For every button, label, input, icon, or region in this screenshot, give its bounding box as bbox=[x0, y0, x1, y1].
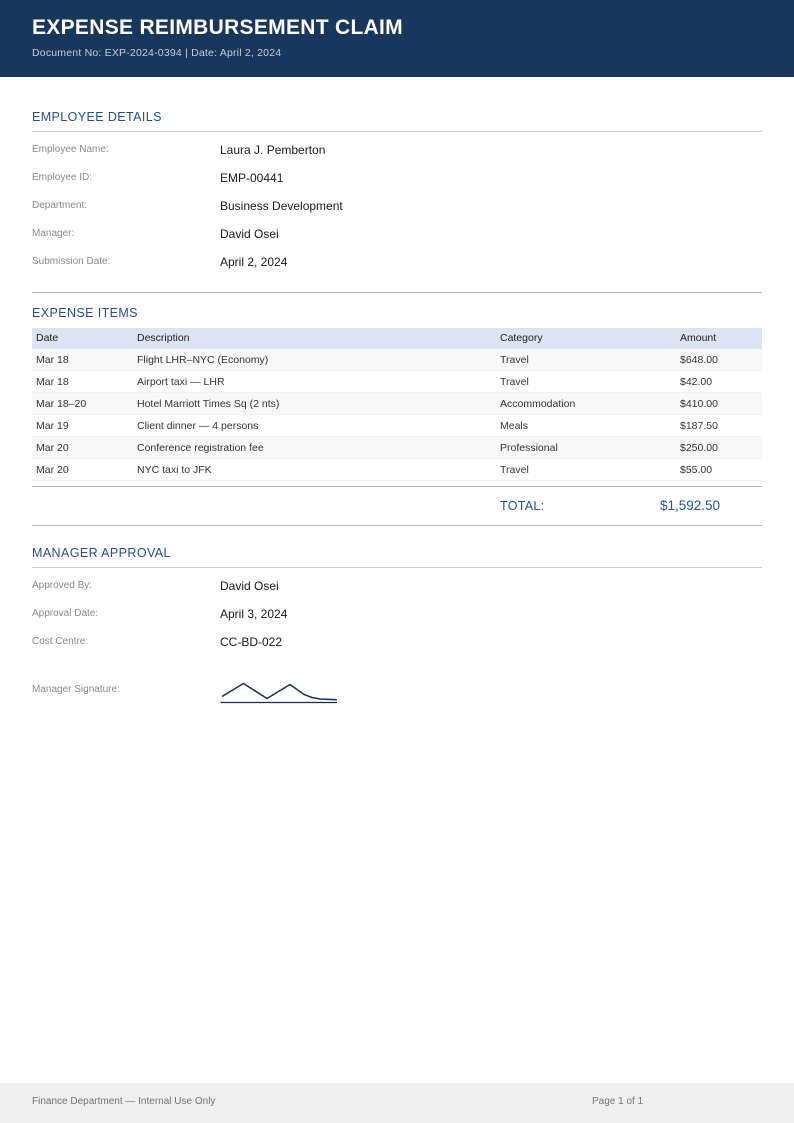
field-label: Approval Date: bbox=[32, 608, 99, 619]
column-header-amount: Amount bbox=[680, 332, 717, 344]
cell-category: Accommodation bbox=[500, 398, 576, 410]
cell-category: Meals bbox=[500, 420, 529, 432]
field-label: Cost Centre: bbox=[32, 636, 89, 647]
field-row bbox=[32, 628, 762, 656]
cell-amount: $648.00 bbox=[680, 354, 718, 366]
document-body bbox=[32, 77, 762, 705]
signature-scribble-icon bbox=[220, 680, 338, 705]
cell-date: Mar 19 bbox=[36, 420, 69, 432]
section-divider bbox=[32, 292, 762, 293]
page-footer bbox=[0, 1083, 794, 1123]
field-label: Manager: bbox=[32, 228, 75, 239]
field-row bbox=[32, 600, 762, 628]
footer-page-number: Page 1 of 1 bbox=[592, 1096, 644, 1107]
cell-description: Flight LHR–NYC (Economy) bbox=[137, 354, 269, 366]
field-row bbox=[32, 192, 762, 220]
header-banner bbox=[0, 0, 794, 77]
section-manager-approval bbox=[32, 546, 762, 705]
cell-date: Mar 20 bbox=[36, 442, 69, 454]
manager-signature bbox=[220, 680, 762, 705]
cell-description: Conference registration fee bbox=[137, 442, 264, 454]
cell-description: Airport taxi — LHR bbox=[137, 376, 225, 388]
total-row bbox=[32, 486, 762, 526]
total-amount: $1,592.50 bbox=[660, 498, 721, 513]
cell-category: Travel bbox=[500, 376, 529, 388]
cell-category: Professional bbox=[500, 442, 558, 454]
signature-row bbox=[32, 680, 762, 705]
field-row bbox=[32, 572, 762, 600]
document-meta: Document No: EXP-2024-0394 | Date: April 2, 2024 bbox=[32, 47, 282, 59]
field-row bbox=[32, 248, 762, 276]
field-row bbox=[32, 136, 762, 164]
approval-fields bbox=[32, 572, 762, 656]
field-value: Business Development bbox=[220, 199, 343, 213]
table-row bbox=[32, 349, 762, 371]
footer-left-text: Finance Department — Internal Use Only bbox=[32, 1096, 216, 1107]
cell-description: NYC taxi to JFK bbox=[137, 464, 212, 476]
field-value: David Osei bbox=[220, 579, 279, 593]
section-employee-details bbox=[32, 77, 762, 293]
field-row bbox=[32, 164, 762, 192]
cell-date: Mar 18–20 bbox=[36, 398, 87, 410]
cell-date: Mar 20 bbox=[36, 464, 69, 476]
field-label: Approved By: bbox=[32, 580, 93, 591]
table-body bbox=[32, 349, 762, 481]
field-label: Employee ID: bbox=[32, 172, 93, 183]
field-value: David Osei bbox=[220, 227, 279, 241]
table-row bbox=[32, 437, 762, 459]
cell-amount: $55.00 bbox=[680, 464, 713, 476]
field-label: Employee Name: bbox=[32, 144, 109, 155]
table-header-row bbox=[32, 328, 762, 349]
total-label: TOTAL: bbox=[500, 499, 545, 513]
column-header-date: Date bbox=[36, 332, 59, 344]
column-header-category: Category bbox=[500, 332, 543, 344]
field-value: April 2, 2024 bbox=[220, 255, 288, 269]
cell-amount: $250.00 bbox=[680, 442, 718, 454]
table-row bbox=[32, 415, 762, 437]
field-row bbox=[32, 220, 762, 248]
cell-description: Client dinner — 4 persons bbox=[137, 420, 259, 432]
expense-table bbox=[32, 328, 762, 481]
cell-amount: $42.00 bbox=[680, 376, 713, 388]
field-value: EMP-00441 bbox=[220, 171, 284, 185]
table-row bbox=[32, 459, 762, 481]
employee-details-heading: EMPLOYEE DETAILS bbox=[32, 110, 762, 132]
cell-category: Travel bbox=[500, 464, 529, 476]
manager-approval-heading: MANAGER APPROVAL bbox=[32, 546, 762, 568]
table-row bbox=[32, 393, 762, 415]
section-expense-items bbox=[32, 306, 762, 526]
column-header-description: Description bbox=[137, 332, 190, 344]
table-row bbox=[32, 371, 762, 393]
cell-description: Hotel Marriott Times Sq (2 nts) bbox=[137, 398, 280, 410]
signature-label: Manager Signature: bbox=[32, 684, 120, 695]
cell-date: Mar 18 bbox=[36, 376, 69, 388]
cell-amount: $187.50 bbox=[680, 420, 718, 432]
employee-detail-fields bbox=[32, 136, 762, 276]
field-value: Laura J. Pemberton bbox=[220, 143, 326, 157]
cell-date: Mar 18 bbox=[36, 354, 69, 366]
field-value: April 3, 2024 bbox=[220, 607, 288, 621]
field-label: Submission Date: bbox=[32, 256, 111, 267]
field-label: Department: bbox=[32, 200, 88, 211]
document-title: EXPENSE REIMBURSEMENT CLAIM bbox=[32, 16, 403, 39]
field-value: CC-BD-022 bbox=[220, 635, 283, 649]
cell-category: Travel bbox=[500, 354, 529, 366]
cell-amount: $410.00 bbox=[680, 398, 718, 410]
expense-items-heading: EXPENSE ITEMS bbox=[32, 306, 138, 320]
